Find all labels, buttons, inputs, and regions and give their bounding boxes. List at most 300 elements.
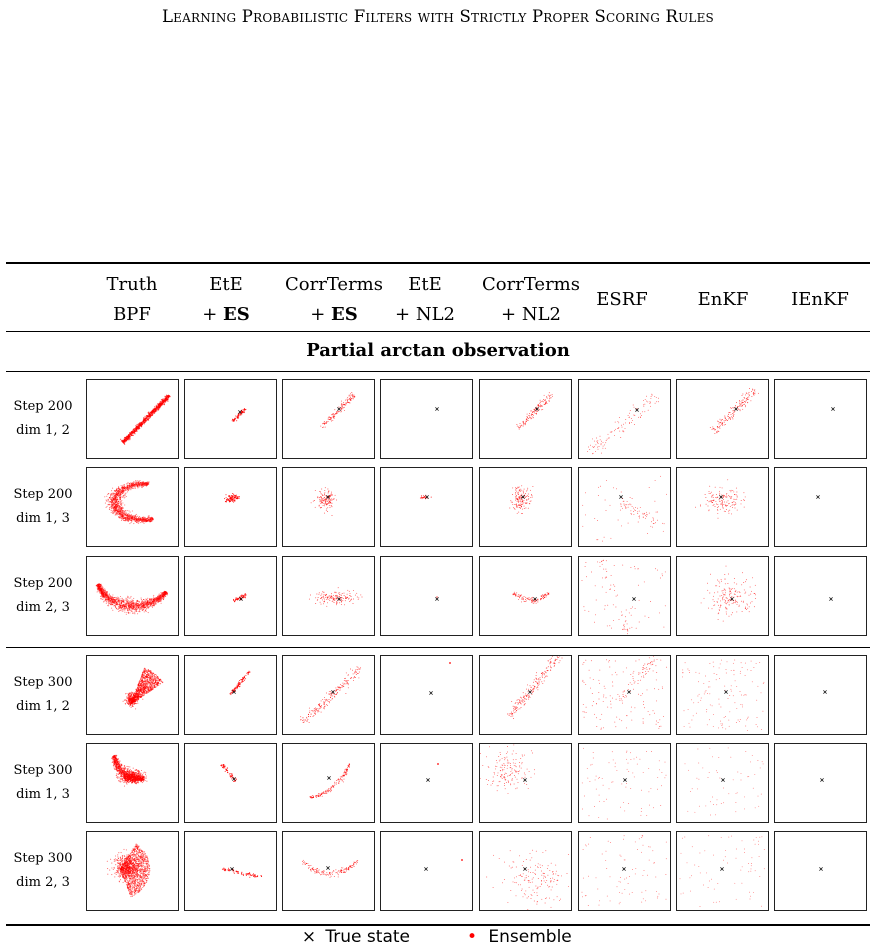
ensemble-point [753, 392, 754, 393]
ensemble-point [748, 394, 749, 395]
ensemble-point [324, 505, 325, 506]
ensemble-point [520, 491, 521, 492]
ensemble-point [135, 515, 136, 516]
ensemble-point [712, 429, 713, 430]
ensemble-point [121, 485, 122, 486]
ensemble-point [233, 494, 234, 495]
ensemble-point [514, 504, 515, 505]
ensemble-point [144, 517, 145, 518]
ensemble-point [156, 603, 157, 604]
row-label-step: Step 200 [13, 487, 73, 502]
ensemble-point [101, 586, 102, 587]
ensemble-point [119, 598, 120, 599]
ensemble-point [105, 590, 106, 591]
ensemble-point [536, 414, 537, 415]
ensemble-point [320, 503, 321, 504]
ensemble-point [119, 604, 120, 605]
ensemble-point [724, 511, 725, 512]
ensemble-point [226, 499, 227, 500]
ensemble-point [115, 601, 116, 602]
ensemble-point [114, 497, 115, 498]
column-header-line2-prefix: + [395, 304, 416, 325]
ensemble-point [736, 402, 737, 403]
ensemble-point [728, 495, 729, 496]
true-state-marker [816, 495, 819, 498]
ensemble-point [122, 497, 123, 498]
ensemble-point [98, 584, 99, 585]
ensemble-point [149, 602, 150, 603]
column-header-line2-bold: ES [331, 304, 358, 325]
ensemble-point [229, 496, 230, 497]
ensemble-point [719, 491, 720, 492]
ensemble-point [129, 598, 130, 599]
true-state-marker [831, 407, 834, 410]
ensemble-point [726, 419, 727, 420]
ensemble-point [633, 514, 634, 515]
scatter-panel [184, 556, 277, 636]
ensemble-point [140, 607, 141, 608]
ensemble-point [125, 493, 126, 494]
ensemble-point [311, 502, 312, 503]
ensemble-point [656, 397, 657, 398]
ensemble-point [111, 490, 112, 491]
ensemble-point [108, 493, 109, 494]
ensemble-point [620, 437, 621, 438]
ensemble-point [529, 413, 530, 414]
ensemble-point [727, 496, 728, 497]
column-header-line2 [171, 300, 281, 330]
ensemble-point [334, 416, 335, 417]
ensemble-point [730, 418, 731, 419]
ensemble-point [131, 604, 132, 605]
ensemble-point [740, 410, 741, 411]
ensemble-point [531, 418, 532, 419]
bottom-rule [6, 924, 870, 926]
ensemble-point [523, 502, 524, 503]
ensemble-point [116, 504, 117, 505]
ensemble-point [112, 504, 113, 505]
ensemble-point [528, 499, 529, 500]
ensemble-point [728, 511, 729, 512]
ensemble-point [164, 396, 165, 397]
ensemble-point [743, 492, 744, 493]
scatter-panel [380, 379, 473, 459]
ensemble-point [131, 606, 132, 607]
ensemble-point [733, 407, 734, 408]
ensemble-point [133, 603, 134, 604]
ensemble-point [744, 398, 745, 399]
ensemble-point [130, 602, 131, 603]
ensemble-point [512, 504, 513, 505]
ensemble-point [337, 413, 338, 414]
ensemble-point [594, 441, 595, 442]
ensemble-point [726, 509, 727, 510]
ensemble-point [118, 493, 119, 494]
ensemble-point [125, 598, 126, 599]
ensemble-point [153, 595, 154, 596]
ensemble-point [113, 599, 114, 600]
ensemble-point [108, 501, 109, 502]
ensemble-point [345, 400, 346, 401]
ensemble-point [331, 505, 332, 506]
ensemble-point [655, 480, 656, 481]
ensemble-point [124, 504, 125, 505]
ensemble-point [128, 612, 129, 613]
ensemble-point [111, 604, 112, 605]
ensemble-point [725, 504, 726, 505]
ensemble-point [420, 498, 421, 499]
ensemble-point [349, 398, 350, 399]
scatter-plot [381, 468, 472, 546]
ensemble-point [122, 502, 123, 503]
ensemble-point [156, 601, 157, 602]
ensemble-point [733, 410, 734, 411]
ensemble-point [751, 391, 752, 392]
ensemble-point [742, 394, 743, 395]
scatter-panel [380, 467, 473, 547]
ensemble-point [127, 483, 128, 484]
ensemble-point [126, 513, 127, 514]
ensemble-point [141, 609, 142, 610]
ensemble-point [101, 590, 102, 591]
ensemble-point [116, 512, 117, 513]
ensemble-point [351, 398, 352, 399]
ensemble-point [351, 400, 352, 401]
ensemble-point [133, 613, 134, 614]
ensemble-point [515, 500, 516, 501]
ensemble-point [237, 416, 238, 417]
ensemble-point [517, 507, 518, 508]
ensemble-point [103, 591, 104, 592]
ensemble-point [711, 497, 712, 498]
top-rule [6, 262, 870, 264]
ensemble-point [550, 398, 551, 399]
ensemble-point [326, 499, 327, 500]
ensemble-point [528, 418, 529, 419]
ensemble-point [327, 507, 328, 508]
ensemble-point [114, 597, 115, 598]
ensemble-point [336, 413, 337, 414]
ensemble-point [632, 498, 633, 499]
ensemble-point [130, 515, 131, 516]
ensemble-point [598, 487, 599, 488]
ensemble-point [623, 431, 624, 432]
ensemble-point [148, 604, 149, 605]
ensemble-point [332, 414, 333, 415]
ensemble-point [525, 422, 526, 423]
ensemble-point [143, 519, 144, 520]
ensemble-point [153, 596, 154, 597]
ensemble-point [319, 499, 320, 500]
ensemble-point [123, 511, 124, 512]
ensemble-point [126, 518, 127, 519]
ensemble-point [527, 414, 528, 415]
ensemble-point [635, 510, 636, 511]
ensemble-point [653, 520, 654, 521]
ensemble-point [519, 429, 520, 430]
ensemble-point [715, 487, 716, 488]
ensemble-point [732, 417, 733, 418]
ensemble-point [717, 510, 718, 511]
ensemble-point [628, 507, 629, 508]
ensemble-point [726, 493, 727, 494]
ensemble-point [708, 506, 709, 507]
ensemble-point [333, 413, 334, 414]
ensemble-point [137, 520, 138, 521]
ensemble-point [724, 424, 725, 425]
ensemble-point [145, 416, 146, 417]
ensemble-point [134, 433, 135, 434]
scatter-plot [579, 380, 670, 458]
ensemble-point [126, 437, 127, 438]
ensemble-point [625, 422, 626, 423]
ensemble-point [126, 612, 127, 613]
ensemble-point [322, 494, 323, 495]
ensemble-point [115, 501, 116, 502]
ensemble-point [610, 538, 611, 539]
column-header [370, 270, 480, 330]
ensemble-point [102, 594, 103, 595]
ensemble-point [139, 480, 140, 481]
ensemble-point [519, 505, 520, 506]
ensemble-point [167, 593, 168, 594]
ensemble-point [115, 494, 116, 495]
ensemble-point [121, 520, 122, 521]
ensemble-point [341, 411, 342, 412]
ensemble-point [124, 490, 125, 491]
ensemble-point [167, 401, 168, 402]
ensemble-point [127, 491, 128, 492]
ensemble-point [121, 610, 122, 611]
ensemble-point [348, 402, 349, 403]
ensemble-point [138, 517, 139, 518]
ensemble-point [520, 508, 521, 509]
ensemble-point [131, 607, 132, 608]
ensemble-point [601, 441, 602, 442]
ensemble-point [738, 409, 739, 410]
ensemble-point [135, 481, 136, 482]
ensemble-point [597, 447, 598, 448]
ensemble-point [127, 485, 128, 486]
ensemble-point [123, 508, 124, 509]
ensemble-point [725, 505, 726, 506]
ensemble-point [135, 608, 136, 609]
ensemble-point [118, 597, 119, 598]
ensemble-point [148, 481, 149, 482]
ensemble-point [148, 416, 149, 417]
ensemble-point [634, 509, 635, 510]
ensemble-point [726, 494, 727, 495]
ensemble-point [330, 417, 331, 418]
ensemble-point [120, 498, 121, 499]
ensemble-point [134, 485, 135, 486]
ensemble-point [517, 493, 518, 494]
ensemble-point [552, 396, 553, 397]
ensemble-point [544, 395, 545, 396]
ensemble-point [146, 605, 147, 606]
ensemble-point [321, 497, 322, 498]
ensemble-point [101, 585, 102, 586]
ensemble-point [116, 602, 117, 603]
ensemble-point [141, 426, 142, 427]
ensemble-point [349, 396, 350, 397]
ensemble-point [147, 602, 148, 603]
ensemble-point [166, 400, 167, 401]
ensemble-point [245, 409, 246, 410]
ensemble-point [714, 504, 715, 505]
ensemble-point [115, 510, 116, 511]
ensemble-point [730, 490, 731, 491]
ensemble-point [647, 401, 648, 402]
ensemble-point [732, 490, 733, 491]
ensemble-point [117, 597, 118, 598]
ensemble-point [621, 492, 622, 493]
ensemble-point [732, 418, 733, 419]
ensemble-point [717, 497, 718, 498]
ensemble-point [146, 420, 147, 421]
ensemble-point [126, 487, 127, 488]
ensemble-point [128, 519, 129, 520]
ensemble-point [726, 497, 727, 498]
ensemble-point [323, 503, 324, 504]
ensemble-point [124, 608, 125, 609]
ensemble-point [522, 509, 523, 510]
ensemble-point [120, 515, 121, 516]
ensemble-point [542, 409, 543, 410]
ensemble-point [120, 610, 121, 611]
ensemble-point [321, 502, 322, 503]
ensemble-point [143, 607, 144, 608]
ensemble-point [520, 505, 521, 506]
ensemble-point [709, 491, 710, 492]
ensemble-point [520, 507, 521, 508]
scatter-plot [283, 468, 374, 546]
ensemble-point [731, 416, 732, 417]
ensemble-point [727, 479, 728, 480]
ensemble-point [333, 499, 334, 500]
ensemble-point [97, 584, 98, 585]
ensemble-point [645, 515, 646, 516]
ensemble-point [630, 504, 631, 505]
ensemble-point [149, 601, 150, 602]
ensemble-point [726, 502, 727, 503]
ensemble-point [649, 513, 650, 514]
ensemble-point [154, 406, 155, 407]
ensemble-point [137, 485, 138, 486]
ensemble-point [520, 427, 521, 428]
ensemble-point [102, 595, 103, 596]
ensemble-point [100, 592, 101, 593]
ensemble-point [237, 498, 238, 499]
ensemble-point [121, 492, 122, 493]
ensemble-point [700, 506, 701, 507]
ensemble-point [715, 501, 716, 502]
ensemble-point [520, 501, 521, 502]
ensemble-point [527, 416, 528, 417]
true-state-marker [435, 407, 438, 410]
ensemble-point [520, 497, 521, 498]
ensemble-point [321, 500, 322, 501]
ensemble-point [643, 514, 644, 515]
ensemble-point [323, 498, 324, 499]
ensemble-point [114, 495, 115, 496]
column-header [171, 270, 281, 330]
ensemble-point [595, 444, 596, 445]
ensemble-point [331, 494, 332, 495]
ensemble-point [707, 500, 708, 501]
ensemble-point [743, 499, 744, 500]
ensemble-point [124, 497, 125, 498]
ensemble-point [739, 405, 740, 406]
ensemble-point [130, 489, 131, 490]
ensemble-point [549, 395, 550, 396]
ensemble-point [630, 410, 631, 411]
scatter-panel [282, 467, 375, 547]
ensemble-point [733, 499, 734, 500]
ensemble-point [636, 408, 637, 409]
ensemble-point [718, 518, 719, 519]
ensemble-point [315, 490, 316, 491]
ensemble-point [325, 501, 326, 502]
ensemble-point [517, 501, 518, 502]
ensemble-point [139, 520, 140, 521]
ensemble-point [117, 505, 118, 506]
ensemble-point [542, 406, 543, 407]
ensemble-point [730, 407, 731, 408]
ensemble-point [169, 396, 170, 397]
ensemble-point [517, 499, 518, 500]
ensemble-point [121, 490, 122, 491]
column-header-line2-bold: ES [223, 304, 250, 325]
ensemble-point [106, 603, 107, 604]
ensemble-point [166, 398, 167, 399]
ensemble-point [731, 498, 732, 499]
ensemble-point [589, 449, 590, 450]
scatter-plot [381, 380, 472, 458]
ensemble-point [120, 517, 121, 518]
ensemble-point [722, 487, 723, 488]
row-label-step: Step 200 [13, 576, 73, 591]
ensemble-point [112, 513, 113, 514]
ensemble-point [523, 422, 524, 423]
ensemble-point [604, 537, 605, 538]
ensemble-point [613, 487, 614, 488]
ensemble-point [632, 506, 633, 507]
ensemble-point [535, 413, 536, 414]
ensemble-point [603, 442, 604, 443]
ensemble-point [596, 438, 597, 439]
ensemble-point [532, 412, 533, 413]
ensemble-point [326, 510, 327, 511]
ensemble-point [230, 500, 231, 501]
ensemble-point [140, 482, 141, 483]
ensemble-point [588, 447, 589, 448]
ensemble-point [525, 493, 526, 494]
ensemble-point [519, 507, 520, 508]
ensemble-point [127, 609, 128, 610]
ensemble-point [99, 590, 100, 591]
ensemble-point [153, 412, 154, 413]
ensemble-point [524, 506, 525, 507]
ensemble-point [144, 601, 145, 602]
ensemble-point [634, 407, 635, 408]
ensemble-point [142, 603, 143, 604]
ensemble-point [728, 500, 729, 501]
ensemble-point [628, 504, 629, 505]
row-label [6, 572, 80, 620]
ensemble-point [152, 518, 153, 519]
ensemble-point [511, 502, 512, 503]
